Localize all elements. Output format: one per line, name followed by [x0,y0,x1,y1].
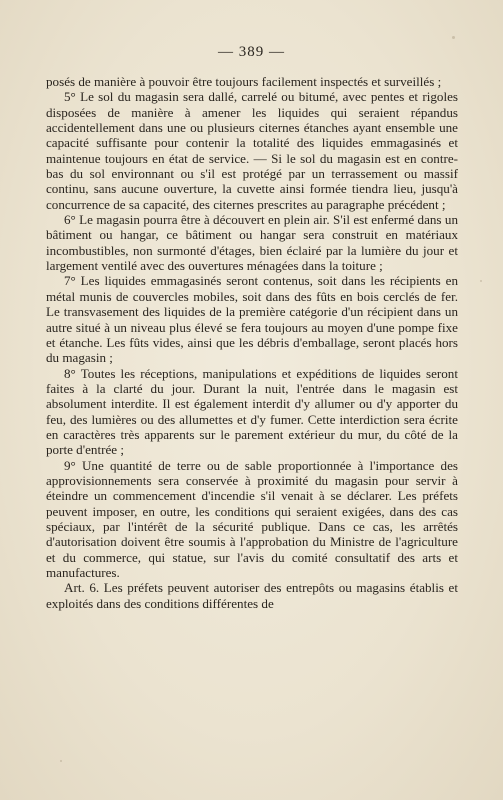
paper-speck [452,36,455,39]
paragraph-item-8: 8° Toutes les réceptions, manipulations et expéditions de liquides seront faites à la clarté du jour. Durant la nuit, l'entrée dans le magasin est absolument interdite. Il est également interdit d'y allumer ou d'y apporter du feu, des lumières ou des allumettes et d'y fumer. Cette interdiction sera écrite en caractères très apparents sur le parement extérieur du mur, du côté de la porte d'entrée ; [46,365,458,458]
paragraph-item-7: 7° Les liquides emmagasinés seront contenus, soit dans les récipients en métal munis de couvercles mobiles, soit dans des fûts en bois cerclés de fer. Le transvasement des liquides de la première catégorie d'un récipient dans un autre situé à un niveau plus élevé se fera toujours au moyen d'une pompe fixe et étanche. Les fûts vides, ainsi que les débris d'emballage, seront placés hors du magasin ; [46,273,458,366]
paragraph-item-9: 9° Une quantité de terre ou de sable proportionnée à l'importance des approvisionnements sera conservée à proximité du magasin pour servir à éteindre un commencement d'incendie s'il venait à se déclarer. Les préfets peuvent imposer, en outre, les conditions qui seraient exigées, dans des cas spéciaux, par l'intérêt de la sécurité publique. Dans ce cas, les arrêtés d'autorisation doivent être soumis à l'approbation du Ministre de l'agriculture et du commerce, qui statue, sur l'avis du comité consultatif des arts et manufactures. [46,457,458,580]
paper-speck [480,280,482,282]
paragraph-item-5: 5° Le sol du magasin sera dallé, carrelé ou bitumé, avec pentes et rigoles disposées de manière à amener les liquides qui seraient répandus accidentellement dans une ou plusieurs citernes étanches ayant ensemble une capacité suffisante pour contenir la totalité des liquides emmagasinés et maintenue toujours en état de service. — Si le sol du magasin est en contre-bas du sol environnant ou s'il est protégé par un terrassement ou massif continu, sans aucune ouverture, la cuvette ainsi formée tiendra lieu, jusqu'à concurrence de sa capacité, des citernes prescrites au paragraphe précédent ; [46,89,458,212]
page-number: — 389 — [218,44,285,60]
paragraph-article-6: Art. 6. Les préfets peuvent autoriser des entrepôts ou magasins établis et exploités dans des conditions différentes de [46,580,458,611]
paragraph-item-6: 6° Le magasin pourra être à découvert en plein air. S'il est enfermé dans un bâtiment ou hangar, ce bâtiment ou hangar sera construit en matériaux incombustibles, non surmonté d'étages, bien éclairé par la lumière du jour et largement ventilé avec des ouvertures ménagées dans la toiture ; [46,212,458,274]
paper-speck [60,760,62,762]
body-text [46,74,458,611]
paragraph-continuation: posés de manière à pouvoir être toujours facilement inspectés et surveillés ; [46,74,442,89]
